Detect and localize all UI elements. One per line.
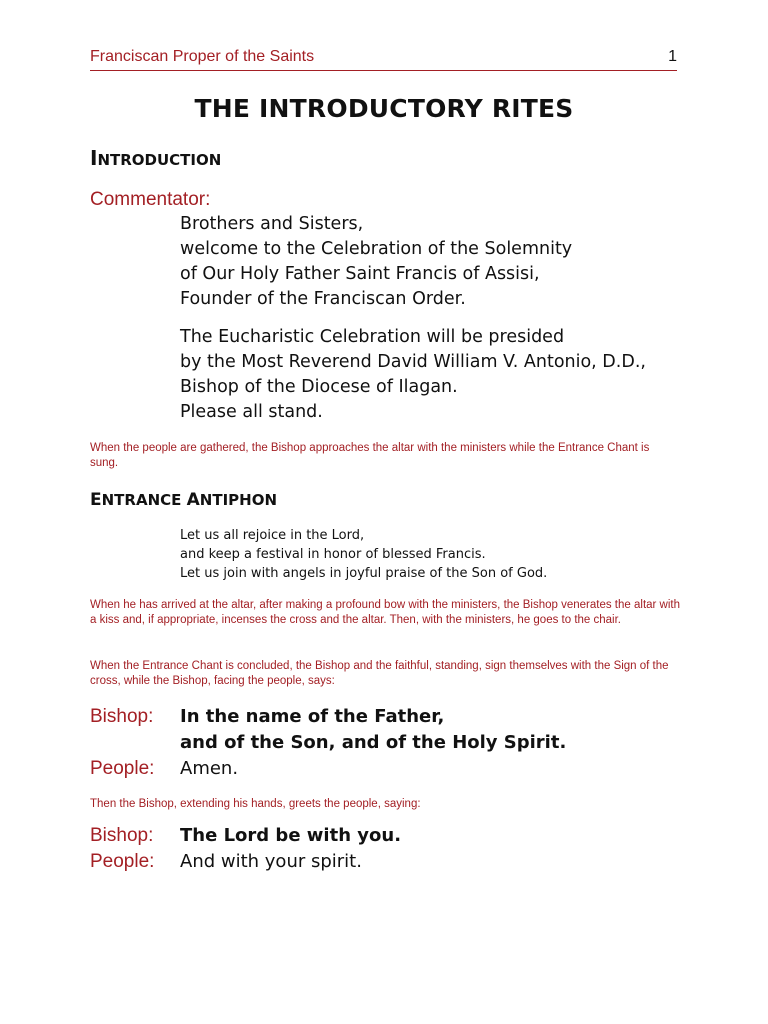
header-title: Franciscan Proper of the Saints [90,48,315,65]
rubric-altar: When he has arrived at the altar, after making a profound bow with the ministers, the Bishop venerates the altar with a kiss and, if appropriate, incenses the cross and the altar. Then, with the ministers, he goes to the chair. [90,599,681,626]
bishop-label: Bishop: [90,706,154,727]
bishop-line: and of the Son, and of the Holy Spirit. [180,732,567,753]
bishop-label: Bishop: [90,825,154,846]
bishop-line: In the name of the Father, [180,706,445,727]
bishop-line: The Lord be with you. [180,825,402,846]
people-label: People: [90,758,155,779]
heading-introduction: INTRODUCTION [90,146,222,170]
rubric-gathering: When the people are gathered, the Bishop approaches the altar with the ministers while the Entrance Chant is sung. [90,442,650,469]
people-label: People: [90,851,155,872]
commentator-paragraph-1: Brothers and Sisters, welcome to the Celebration of the Solemnity of Our Holy Father Saint Francis of Assisi, Founder of the Franciscan Order. [180,214,573,309]
page-number: 1 [668,48,677,65]
people-line: And with your spirit. [180,851,362,872]
commentator-paragraph-2: The Eucharistic Celebration will be presided by the Most Reverend David William V. Antonio, D.D., Bishop of the Diocese of Ilagan. Please all stand. [180,327,646,422]
heading-entrance-antiphon: ENTRANCE ANTIPHON [90,490,278,510]
running-header [90,46,677,71]
rubric-greeting: Then the Bishop, extending his hands, greets the people, saying: [90,798,421,810]
commentator-label: Commentator: [90,189,211,210]
people-line: Amen. [180,758,239,779]
rubric-sign-of-cross: When the Entrance Chant is concluded, the Bishop and the faithful, standing, sign themselves with the Sign of the cross, while the Bishop, facing the people, says: [90,660,669,687]
page-title: THE INTRODUCTORY RITES [194,94,574,123]
antiphon-text: Let us all rejoice in the Lord, and keep a festival in honor of blessed Francis. Let us join with angels in joyful praise of the Son of God. [180,528,548,581]
